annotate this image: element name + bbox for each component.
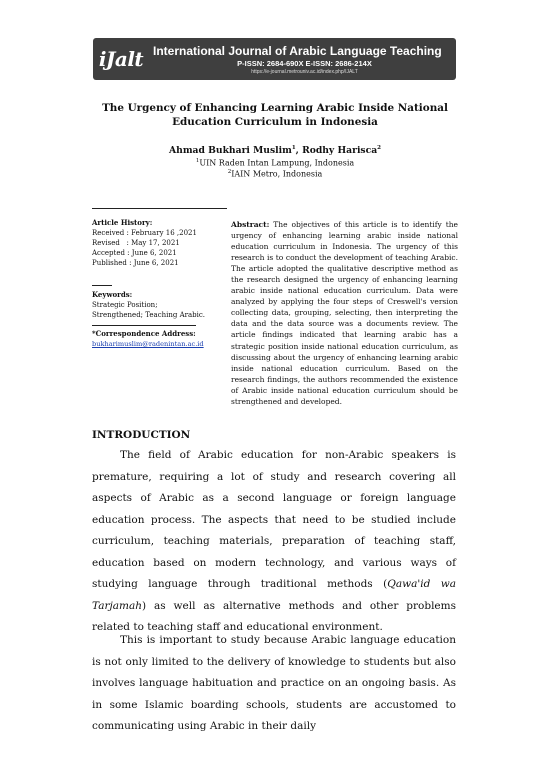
history-heading: Article History: <box>92 218 153 227</box>
author-line <box>80 145 470 156</box>
affiliation-2-text: IAIN Metro, Indonesia <box>231 169 323 179</box>
journal-banner <box>93 38 456 80</box>
paragraph-1-start: The field of Arabic education for non-Arabic speakers is premature, requiring a lot of study and research covering all aspects of Arabic as a second language or foreign language education process. The aspects that need to be studied include curriculum, teaching materials, preparation of teaching staff, education based on modern technology, and various ways of studying language through traditional methods ( <box>92 449 456 590</box>
info-top-rule <box>92 208 227 209</box>
article-title: The Urgency of Enhancing Learning Arabic Inside National Education Curriculum in Indonesia <box>102 102 448 128</box>
banner-text <box>149 38 456 80</box>
journal-issn: P-ISSN: 2684-690X E-ISSN: 2686-214X <box>237 58 372 68</box>
paragraph-1 <box>92 445 456 639</box>
history-revised: Revised : May 17, 2021 <box>92 239 180 247</box>
abstract-label: Abstract: <box>231 220 270 229</box>
paragraph-2: This is important to study because Arabic language education is not only limited to the delivery of knowledge to students but also involves language habituation and practice on an ongoing basis. As in some Islamic boarding schools, students are accustomed to communicating using Arabic in their daily <box>92 634 456 732</box>
paragraph-1-end: ) as well as alternative methods and other problems related to teaching staff and educational environment. <box>92 599 456 633</box>
author-2: Rodhy Harisca <box>302 145 378 157</box>
keywords-rule <box>92 285 112 286</box>
author-1: Ahmad Bukhari Muslim <box>169 145 292 157</box>
affiliation-2-sup: 2 <box>227 169 232 175</box>
keywords-line-1: Strategic Position; <box>92 301 158 309</box>
abstract <box>231 219 458 407</box>
correspondence-email-link[interactable]: bukharimuslim@radenintan.ac.id <box>92 340 204 348</box>
journal-logo: iJalt <box>98 47 144 71</box>
journal-url[interactable]: https://e-journal.metrouniv.ac.id/index.php/IJALT <box>251 68 358 75</box>
keywords-line-2: Strengthened; Teaching Arabic. <box>92 311 206 319</box>
author-1-sup: 1 <box>291 145 296 151</box>
history-accepted: Accepted : June 6, 2021 <box>92 249 177 257</box>
article-info-column <box>92 208 227 349</box>
journal-title: International Journal of Arabic Language Teaching <box>153 43 442 58</box>
affiliation-1 <box>80 158 470 168</box>
history-published: Published : June 6, 2021 <box>92 259 179 267</box>
author-separator: , <box>295 145 303 157</box>
abstract-text: The objectives of this article is to identify the urgency of enhancing learning arabic inside national education curriculum in Indonesia. The urgency of this research is to conduct the development of teaching Arabic. The article adopted the qualitative descriptive method as the research designed the urgency of enhancing learning arabic inside national education curriculum. Data were analyzed by applying the four steps of Creswell's version collecting data, grouping, selecting, then interpreting the data and the data source was a documents review. The article findings indicated that learning arabic has a strategic position inside national education curriculum, as discussing about the urgency of enhancing learning arabic inside national education curriculum. Based on the research findings, the authors recommended the existence of Arabic inside national education curriculum should be strengthened and developed. <box>231 220 458 406</box>
author-2-sup: 2 <box>377 145 381 151</box>
correspondence-rule <box>92 325 196 326</box>
section-heading-introduction: INTRODUCTION <box>92 429 191 441</box>
history-received: Received : February 16 ,2021 <box>92 229 197 237</box>
correspondence-heading: *Correspondence Address: <box>92 329 196 338</box>
affiliation-1-text: UIN Raden Intan Lampung, Indonesia <box>199 158 355 168</box>
keywords-heading: Keywords: <box>92 290 133 299</box>
affiliation-1-sup: 1 <box>195 158 200 164</box>
paragraph-1-italic-term: Qawa'id wa Tarjamah <box>92 578 456 612</box>
affiliation-2 <box>80 169 470 179</box>
